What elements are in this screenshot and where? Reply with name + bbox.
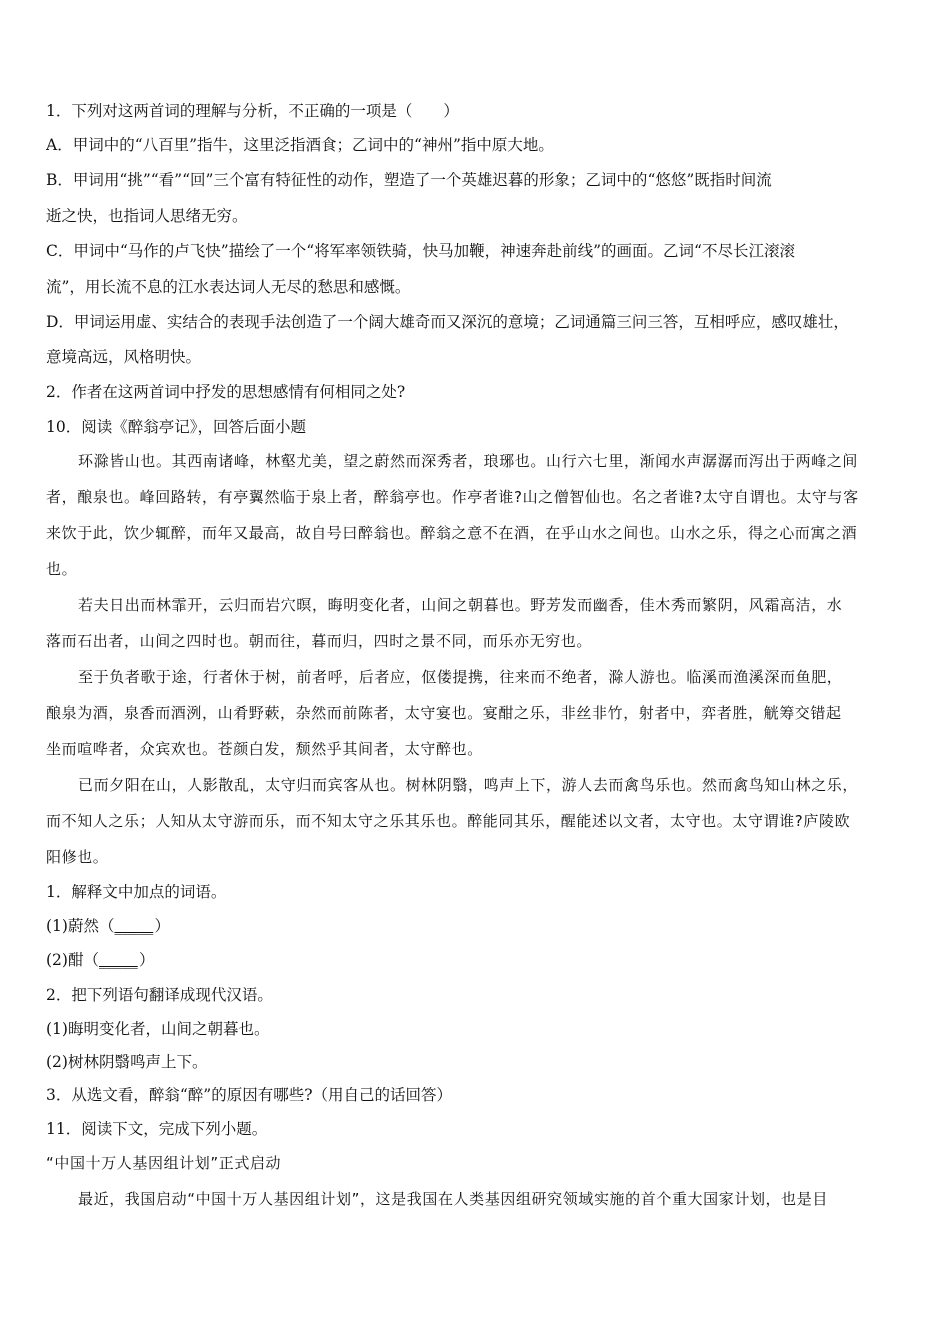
- passage-p1-line1: 环滁皆山也。其西南诸峰，林壑尤美，望之蔚然而深秀者，琅琊也。山行六七里，渐闻水声潺潺而泻出于两峰之间: [78, 452, 859, 470]
- sub1-item-1-label: (1)蔚然（: [46, 917, 115, 935]
- q1-option-b-line2: 逝之快，也指词人思绪无穷。: [46, 207, 248, 225]
- sub2-item-2: (2)树林阴翳鸣声上下。: [46, 1053, 208, 1071]
- q2-stem: 2．作者在这两首词中抒发的思想感情有何相同之处?: [46, 383, 406, 401]
- q1-stem: 1．下列对这两首词的理解与分析，不正确的一项是（ ）: [46, 102, 459, 120]
- sub1-stem: 1．解释文中加点的词语。: [46, 883, 227, 901]
- section11-heading: 11．阅读下文，完成下列小题。: [46, 1120, 268, 1138]
- passage-p3-line3: 坐而喧哗者，众宾欢也。苍颜白发，颓然乎其间者，太守醉也。: [46, 740, 483, 758]
- passage-p4-line2: 而不知人之乐；人知从太守游而乐，而不知太守之乐其乐也。醉能同其乐，醒能述以文者，太守也。太守谓谁?庐陵欧: [46, 812, 851, 830]
- sub1-item-2-close: ）: [138, 951, 155, 969]
- sub1-item-2-label: (2)酣（: [46, 951, 99, 969]
- passage-p1-line4: 也。: [46, 560, 78, 578]
- passage-p2-line2: 落而石出者，山间之四时也。朝而往，暮而归，四时之景不同，而乐亦无穷也。: [46, 632, 593, 650]
- article-title: “中国十万人基因组计划”正式启动: [46, 1154, 282, 1172]
- passage-p1-line2: 者，酿泉也。峰回路转，有亭翼然临于泉上者，醉翁亭也。作亭者谁?山之僧智仙也。名之者谁?太守自谓也。太守与客: [46, 488, 859, 506]
- answer-blank-2[interactable]: _____: [98, 951, 138, 969]
- passage-p1-line3: 来饮于此，饮少辄醉，而年又最高，故自号曰醉翁也。醉翁之意不在酒，在乎山水之间也。山水之乐，得之心而寓之酒: [46, 524, 858, 542]
- sub2-stem: 2．把下列语句翻译成现代汉语。: [46, 986, 273, 1004]
- q1-option-c-line2: 流”，用长流不息的江水表达词人无尽的愁思和感慨。: [46, 278, 411, 296]
- q1-option-d-line1: D．甲词运用虚、实结合的表现手法创造了一个阔大雄奇而又深沉的意境；乙词通篇三问三答，互相呼应，感叹雄壮，: [46, 313, 849, 331]
- sub1-item-2: [46, 949, 906, 971]
- passage-p3-line2: 酿泉为酒，泉香而酒洌，山肴野蔌，杂然而前陈者，太守宴也。宴酣之乐，非丝非竹，射者中，弈者胜，觥筹交错起: [46, 704, 842, 722]
- passage-p4-line1: 已而夕阳在山，人影散乱，太守归而宾客从也。树林阴翳，鸣声上下，游人去而禽鸟乐也。然而禽鸟知山林之乐，: [78, 776, 859, 794]
- answer-blank-1[interactable]: _____: [114, 917, 154, 935]
- q1-option-a: A．甲词中的“八百里”指牛，这里泛指酒食；乙词中的“神州”指中原大地。: [46, 136, 554, 154]
- section10-heading: 10．阅读《醉翁亭记》，回答后面小题: [46, 418, 306, 436]
- sub2-item-1: (1)晦明变化者，山间之朝暮也。: [46, 1020, 270, 1038]
- q1-option-c-line1: C．甲词中“马作的卢飞快”描绘了一个“将军率领铁骑，快马加鞭，神速奔赴前线”的画面。乙词“不尽长江滚滚: [46, 242, 795, 260]
- passage-p3-line1: 至于负者歌于途，行者休于树，前者呼，后者应，伛偻提携，往来而不绝者，滁人游也。临溪而渔溪深而鱼肥，: [78, 668, 843, 686]
- article-p1-line1: 最近，我国启动“中国十万人基因组计划”，这是我国在人类基因组研究领域实施的首个重大国家计划，也是目: [78, 1190, 828, 1208]
- q1-option-d-line2: 意境高远，风格明快。: [46, 348, 202, 366]
- passage-p4-line3: 阳修也。: [46, 848, 109, 866]
- sub1-item-1-close: ）: [154, 917, 170, 935]
- q1-option-b-line1: B．甲词用“挑”“看”“回”三个富有特征性的动作，塑造了一个英雄迟暮的形象；乙词中的“悠悠”既指时间流: [46, 171, 772, 189]
- sub3-stem: 3．从选文看，醉翁“醉”的原因有哪些?（用自己的话回答）: [46, 1086, 453, 1104]
- passage-p2-line1: 若夫日出而林霏开，云归而岩穴暝，晦明变化者，山间之朝暮也。野芳发而幽香，佳木秀而繁阴，风霜高洁，水: [78, 596, 843, 614]
- sub1-item-1: [46, 915, 906, 937]
